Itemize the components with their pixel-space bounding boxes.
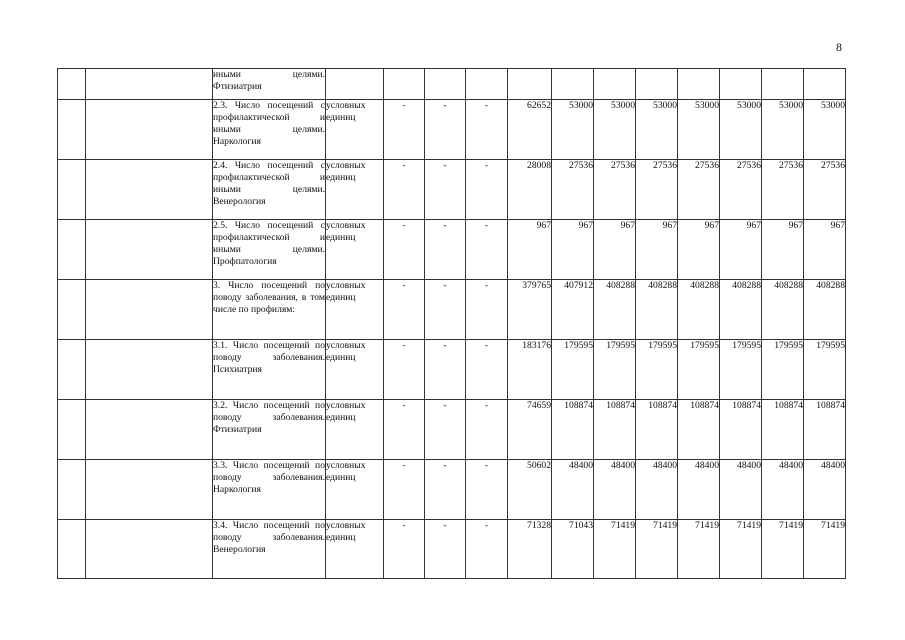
value-cell: 53000 (678, 100, 720, 160)
value-cell: 48400 (678, 460, 720, 520)
value-cell (762, 69, 804, 100)
dash-cell (466, 69, 508, 100)
table-row (58, 220, 846, 280)
value-cell: 108874 (594, 400, 636, 460)
empty-cell (58, 69, 86, 100)
dash-cell: - (384, 400, 425, 460)
table-row (58, 160, 846, 220)
table-row (58, 280, 846, 340)
dash-cell: - (466, 460, 508, 520)
value-cell: 27536 (804, 160, 846, 220)
empty-cell (86, 100, 213, 160)
value-cell: 183176 (508, 340, 552, 400)
indicator-name-cell: 3.3. Число посещений по поводу заболевания. Наркология (213, 460, 326, 520)
dash-cell: - (425, 460, 466, 520)
empty-cell (58, 400, 86, 460)
dash-cell: - (384, 160, 425, 220)
unit-cell: условных единиц (326, 220, 384, 280)
dash-cell: - (384, 340, 425, 400)
value-cell: 108874 (720, 400, 762, 460)
indicator-name-cell: 3. Число посещений по поводу заболевания, в том числе по профилям: (213, 280, 326, 340)
dash-cell: - (384, 100, 425, 160)
value-cell: 27536 (552, 160, 594, 220)
value-cell: 379765 (508, 280, 552, 340)
value-cell: 408288 (720, 280, 762, 340)
value-cell: 179595 (552, 340, 594, 400)
empty-cell (86, 400, 213, 460)
value-cell: 408288 (804, 280, 846, 340)
value-cell: 53000 (594, 100, 636, 160)
unit-cell (326, 69, 384, 100)
dash-cell: - (425, 520, 466, 579)
value-cell: 71419 (762, 520, 804, 579)
dash-cell: - (466, 220, 508, 280)
value-cell: 179595 (594, 340, 636, 400)
value-cell: 48400 (552, 460, 594, 520)
value-cell: 967 (552, 220, 594, 280)
value-cell: 53000 (720, 100, 762, 160)
value-cell: 28008 (508, 160, 552, 220)
empty-cell (58, 220, 86, 280)
value-cell (594, 69, 636, 100)
value-cell: 48400 (762, 460, 804, 520)
empty-cell (86, 160, 213, 220)
table-row (58, 100, 846, 160)
dash-cell: - (425, 100, 466, 160)
value-cell: 179595 (636, 340, 678, 400)
value-cell: 71419 (804, 520, 846, 579)
empty-cell (86, 460, 213, 520)
dash-cell: - (425, 160, 466, 220)
unit-cell: условных единиц (326, 400, 384, 460)
dash-cell: - (425, 280, 466, 340)
empty-cell (86, 220, 213, 280)
value-cell: 967 (594, 220, 636, 280)
value-cell: 27536 (678, 160, 720, 220)
value-cell: 967 (720, 220, 762, 280)
table-row (58, 460, 846, 520)
indicator-name-cell: 2.5. Число посещений с профилактической и иными целями. Профпатология (213, 220, 326, 280)
value-cell: 967 (762, 220, 804, 280)
dash-cell: - (466, 400, 508, 460)
table-row (58, 400, 846, 460)
dash-cell: - (384, 520, 425, 579)
value-cell: 71419 (594, 520, 636, 579)
value-cell (678, 69, 720, 100)
dash-cell: - (466, 520, 508, 579)
value-cell: 27536 (594, 160, 636, 220)
value-cell: 179595 (804, 340, 846, 400)
empty-cell (58, 280, 86, 340)
indicator-name-cell: иными целями. Фтизиатрия (213, 69, 326, 100)
dash-cell: - (384, 280, 425, 340)
dash-cell: - (466, 160, 508, 220)
value-cell: 27536 (762, 160, 804, 220)
value-cell: 967 (508, 220, 552, 280)
page-number: 8 (836, 40, 842, 54)
value-cell: 50602 (508, 460, 552, 520)
unit-cell: условных единиц (326, 100, 384, 160)
empty-cell (58, 520, 86, 579)
value-cell (508, 69, 552, 100)
dash-cell: - (425, 400, 466, 460)
value-cell: 53000 (762, 100, 804, 160)
data-table (57, 68, 846, 579)
value-cell: 108874 (678, 400, 720, 460)
value-cell: 53000 (804, 100, 846, 160)
table-row (58, 69, 846, 100)
value-cell (804, 69, 846, 100)
value-cell: 53000 (636, 100, 678, 160)
value-cell: 71043 (552, 520, 594, 579)
value-cell: 967 (804, 220, 846, 280)
indicator-name-cell: 2.4. Число посещений с профилактической и иными целями. Венерология (213, 160, 326, 220)
value-cell: 967 (636, 220, 678, 280)
dash-cell: - (466, 280, 508, 340)
value-cell: 108874 (804, 400, 846, 460)
unit-cell: условных единиц (326, 160, 384, 220)
value-cell: 108874 (636, 400, 678, 460)
value-cell: 71419 (636, 520, 678, 579)
value-cell: 407912 (552, 280, 594, 340)
indicator-name-cell: 3.4. Число посещений по поводу заболевания. Венерология (213, 520, 326, 579)
empty-cell (58, 100, 86, 160)
value-cell (720, 69, 762, 100)
dash-cell: - (384, 460, 425, 520)
table-row (58, 340, 846, 400)
empty-cell (86, 280, 213, 340)
value-cell: 48400 (636, 460, 678, 520)
value-cell: 967 (678, 220, 720, 280)
value-cell: 408288 (678, 280, 720, 340)
empty-cell (86, 520, 213, 579)
unit-cell: условных единиц (326, 460, 384, 520)
indicator-name-cell: 3.1. Число посещений по поводу заболевания. Психиатрия (213, 340, 326, 400)
dash-cell: - (384, 220, 425, 280)
value-cell: 71419 (678, 520, 720, 579)
value-cell: 179595 (762, 340, 804, 400)
dash-cell (425, 69, 466, 100)
dash-cell (384, 69, 425, 100)
value-cell: 71328 (508, 520, 552, 579)
value-cell: 71419 (720, 520, 762, 579)
value-cell: 408288 (762, 280, 804, 340)
value-cell: 27536 (636, 160, 678, 220)
value-cell: 179595 (720, 340, 762, 400)
empty-cell (58, 460, 86, 520)
empty-cell (86, 69, 213, 100)
value-cell (636, 69, 678, 100)
dash-cell: - (466, 100, 508, 160)
indicator-name-cell: 3.2. Число посещений по поводу заболевания. Фтизиатрия (213, 400, 326, 460)
empty-cell (58, 340, 86, 400)
dash-cell: - (425, 340, 466, 400)
unit-cell: условных единиц (326, 520, 384, 579)
value-cell: 48400 (720, 460, 762, 520)
value-cell: 179595 (678, 340, 720, 400)
value-cell: 74659 (508, 400, 552, 460)
dash-cell: - (466, 340, 508, 400)
dash-cell: - (425, 220, 466, 280)
value-cell: 108874 (762, 400, 804, 460)
value-cell: 48400 (594, 460, 636, 520)
value-cell: 108874 (552, 400, 594, 460)
empty-cell (58, 160, 86, 220)
unit-cell: условных единиц (326, 340, 384, 400)
value-cell: 62652 (508, 100, 552, 160)
value-cell (552, 69, 594, 100)
empty-cell (86, 340, 213, 400)
table-row (58, 520, 846, 579)
value-cell: 27536 (720, 160, 762, 220)
indicator-name-cell: 2.3. Число посещений с профилактической и иными целями. Наркология (213, 100, 326, 160)
value-cell: 53000 (552, 100, 594, 160)
value-cell: 408288 (636, 280, 678, 340)
unit-cell: условных единиц (326, 280, 384, 340)
value-cell: 48400 (804, 460, 846, 520)
value-cell: 408288 (594, 280, 636, 340)
